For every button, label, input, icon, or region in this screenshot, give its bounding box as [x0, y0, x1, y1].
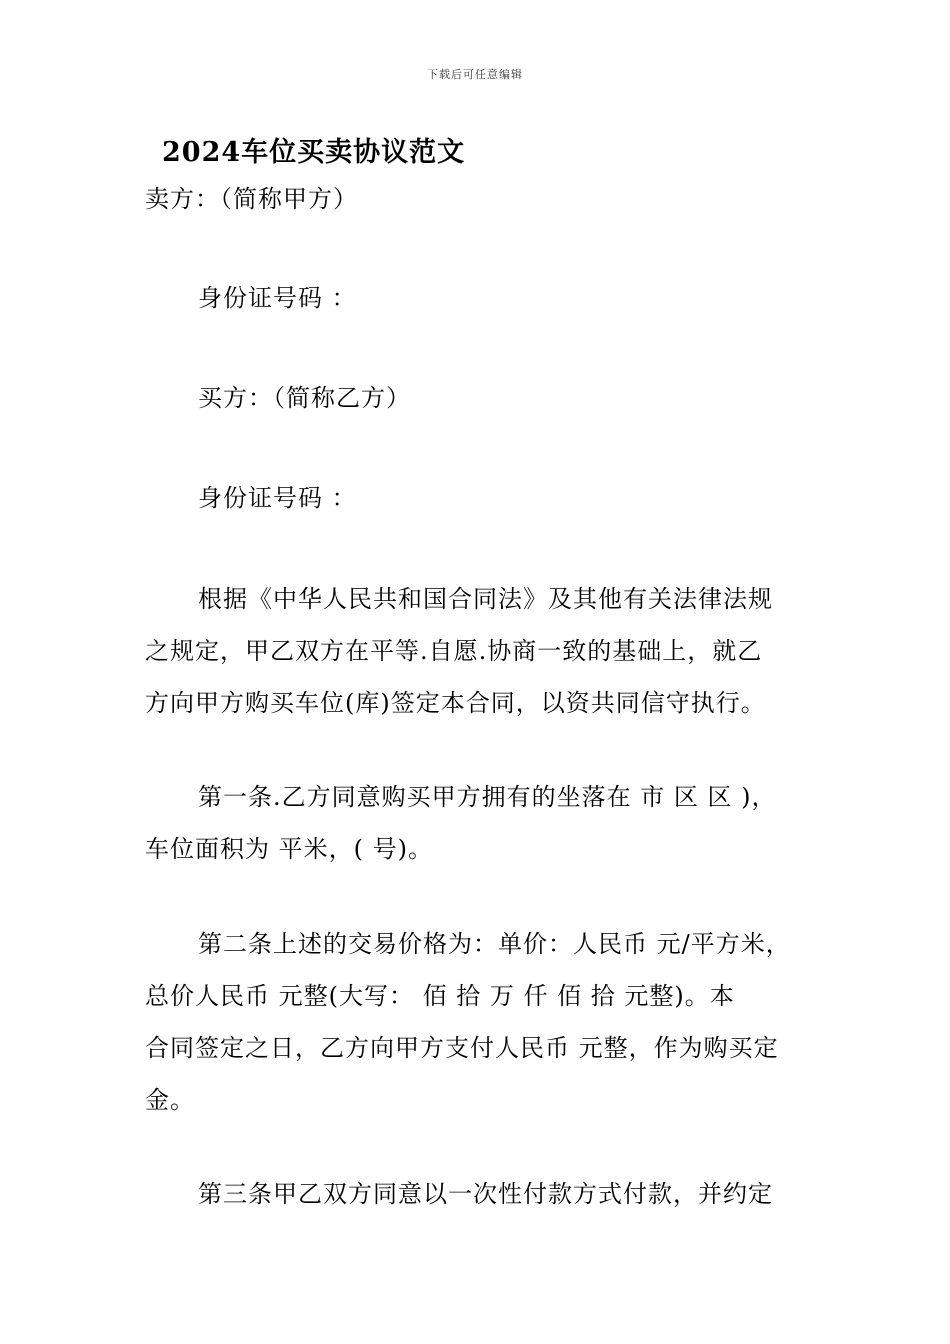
- preamble-paragraph: [145, 573, 810, 729]
- article-1-paragraph: [145, 771, 810, 875]
- document-title: 2024车位买卖协议范文: [162, 137, 466, 168]
- article-2-paragraph: [145, 918, 810, 1126]
- preamble-line: 方向甲方购买车位(库)签定本合同，以资共同信守执行。: [145, 689, 766, 717]
- article-1-line: 第一条.乙方同意购买甲方拥有的坐落在 市 区 区 )，: [198, 783, 777, 811]
- buyer-id-line: 身份证号码 ：: [198, 484, 357, 512]
- article-1-line: 车位面积为 平米，( 号)。: [145, 835, 433, 863]
- header-note: 下载后可任意编辑: [427, 68, 523, 81]
- article-2-line: 合同签定之日，乙方向甲方支付人民币 元整，作为购买定: [145, 1034, 779, 1062]
- preamble-line: 之规定，甲乙双方在平等.自愿.协商一致的基础上，就乙: [145, 637, 763, 665]
- seller-id-line: 身份证号码 ：: [198, 284, 357, 312]
- seller-line: 卖方：（简称甲方）: [145, 185, 358, 213]
- article-2-line: 金。: [145, 1086, 195, 1114]
- article-3-line: 第三条甲乙双方同意以一次性付款方式付款，并约定: [198, 1180, 773, 1208]
- preamble-line: 根据《中华人民共和国合同法》及其他有关法律法规: [198, 585, 773, 613]
- article-2-line: 总价人民币 元整(大写： 佰 拾 万 仟 佰 拾 元整)。本: [145, 982, 735, 1010]
- article-2-line: 第二条上述的交易价格为：单价：人民币 元/平方米，: [198, 930, 791, 958]
- buyer-line: 买方：（简称乙方）: [198, 384, 411, 412]
- article-3-paragraph: [145, 1168, 810, 1220]
